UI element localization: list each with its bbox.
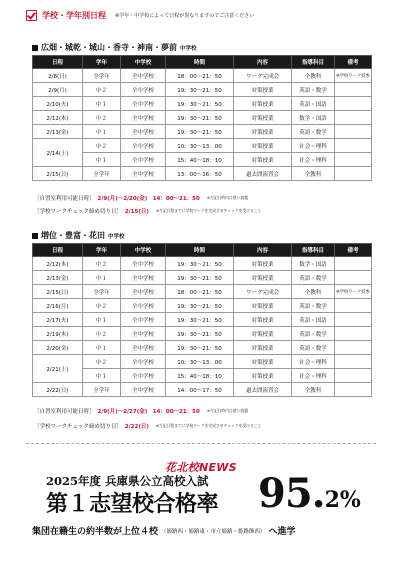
cell-school: 全中学校	[121, 111, 166, 125]
cell-time: 19：30～21：50	[166, 341, 234, 355]
pass-rate	[258, 470, 361, 518]
cell-content: 対策授業	[234, 125, 292, 139]
cell-date: 2/17(火)	[33, 313, 83, 327]
cell-subject: 全教科	[292, 69, 335, 83]
cell-time: 19：30～21：50	[166, 271, 234, 285]
square-marker-icon	[32, 233, 38, 239]
cell-date: 2/9(月)	[33, 83, 83, 97]
cell-grade: 全学年	[83, 69, 121, 83]
table-row	[33, 299, 372, 313]
cell-date: 2/21(土)	[33, 355, 83, 383]
cell-date: 2/13(金)	[33, 271, 83, 285]
cell-grade: 中１	[83, 153, 121, 167]
cell-school: 全中学校	[121, 257, 166, 271]
cell-subject: 英語・数学	[292, 327, 335, 341]
col-header-note: 備考	[335, 56, 372, 69]
cell-content: 対策授業	[234, 97, 292, 111]
col-header-grade: 学年	[83, 244, 121, 257]
table-row	[33, 83, 372, 97]
news-summary-schools: （姫路西・姫路東・市立姫路・姫路飾西）	[161, 528, 266, 535]
news-summary	[32, 524, 377, 537]
cell-grade: 中１	[83, 341, 121, 355]
cell-grade: 中１	[83, 125, 121, 139]
cell-school: 全中学校	[121, 383, 166, 397]
cell-content: 対策授業	[234, 369, 292, 383]
cell-note	[335, 327, 372, 341]
cell-content: 対策授業	[234, 111, 292, 125]
cell-time: 19：30～21：50	[166, 257, 234, 271]
col-header-content: 内容	[234, 56, 292, 69]
cell-content: ワーク完成会	[234, 69, 292, 83]
cell-note	[335, 111, 372, 125]
col-header-school: 中学校	[121, 244, 166, 257]
cell-subject: 全教科	[292, 383, 335, 397]
cell-date: 2/20(金)	[33, 341, 83, 355]
cell-school: 全中学校	[121, 285, 166, 299]
self-study-info-1	[34, 194, 248, 202]
cell-date: 2/14(土)	[33, 139, 83, 167]
table-row	[33, 369, 372, 383]
cell-note	[335, 271, 372, 285]
self-study-info-2	[34, 407, 248, 415]
self-study-label: ［自習室利用可能日時］	[34, 409, 95, 415]
cell-school: 全中学校	[121, 369, 166, 383]
cell-time: 13：00～16：50	[166, 167, 234, 181]
cell-grade: 中１	[83, 97, 121, 111]
col-header-note: 備考	[335, 244, 372, 257]
cell-date: 2/15(日)	[33, 167, 83, 181]
table-row	[33, 341, 372, 355]
cell-grade: 中２	[83, 355, 121, 369]
pass-rate-main: 95.	[258, 470, 325, 517]
news-main-title: 第１志望校合格率	[46, 491, 219, 517]
table-row	[33, 153, 372, 167]
cell-school: 全中学校	[121, 341, 166, 355]
table-row	[33, 313, 372, 327]
heading-note: ※学年・中学校によって日程が異なりますのでご注意ください	[115, 12, 255, 19]
check-icon	[26, 10, 37, 21]
self-study-value: 2/9(月)～2/20(金) 14：00～21：50	[97, 196, 200, 202]
cell-date: 2/12(木)	[33, 111, 83, 125]
cell-time: 18：00～21：50	[166, 69, 234, 83]
section1-schools: 広畑・城乾・城山・香寺・神南・夢前	[41, 43, 177, 52]
cell-content: 対策授業	[234, 313, 292, 327]
cell-note	[335, 83, 372, 97]
workcheck-info-2	[34, 422, 261, 430]
cell-note	[335, 369, 372, 383]
schedule-table-2	[32, 243, 372, 397]
cell-time: 10：30～13：00	[166, 355, 234, 369]
cell-date: 2/16(月)	[33, 299, 83, 313]
table-row	[33, 271, 372, 285]
table-row	[33, 125, 372, 139]
cell-note: ※学校ワーク持参	[335, 285, 372, 299]
cell-note	[335, 167, 372, 181]
cell-note	[335, 299, 372, 313]
cell-note	[335, 341, 372, 355]
cell-time: 19：30～21：50	[166, 125, 234, 139]
cell-time: 19：30～21：50	[166, 111, 234, 125]
cell-grade: 中２	[83, 111, 121, 125]
col-header-subject: 指導科目	[292, 244, 335, 257]
cell-date: 2/12(木)	[33, 257, 83, 271]
cell-note	[335, 125, 372, 139]
cell-subject: 英語・数学	[292, 341, 335, 355]
pass-rate-decimal: 2%	[324, 487, 361, 513]
col-header-date: 日程	[33, 244, 83, 257]
cell-content: 対策授業	[234, 139, 292, 153]
cell-note	[335, 139, 372, 153]
cell-grade: 中１	[83, 271, 121, 285]
cell-school: 全中学校	[121, 355, 166, 369]
self-study-note: ※左記日時内は使い放題	[206, 195, 248, 200]
cell-grade: 中１	[83, 369, 121, 383]
cell-school: 全中学校	[121, 139, 166, 153]
cell-subject: 数学・国語	[292, 257, 335, 271]
cell-subject: 英語・数学	[292, 83, 335, 97]
cell-school: 全中学校	[121, 125, 166, 139]
cell-subject: 英語・国語	[292, 313, 335, 327]
news-label: 花北校NEWS	[165, 461, 237, 474]
cell-subject: 英語・数学	[292, 271, 335, 285]
cell-school: 全中学校	[121, 313, 166, 327]
cell-subject: 社会・理科	[292, 139, 335, 153]
col-header-time: 時間	[166, 244, 234, 257]
section1-title	[32, 42, 197, 53]
table-row	[33, 355, 372, 369]
cell-date: 2/22(日)	[33, 383, 83, 397]
cell-note	[335, 153, 372, 167]
self-study-value: 2/9(月)～2/27(金) 14：00～21：50	[97, 409, 200, 415]
cell-date: 2/19(木)	[33, 327, 83, 341]
table-row	[33, 139, 372, 153]
news-summary-main: 集団在籍生の約半数が上位４校	[32, 527, 159, 537]
cell-content: 対策授業	[234, 355, 292, 369]
schedule-heading	[26, 9, 376, 21]
cell-subject: 全教科	[292, 285, 335, 299]
cell-school: 全中学校	[121, 327, 166, 341]
divider	[26, 443, 376, 444]
cell-grade: 中２	[83, 83, 121, 97]
cell-school: 全中学校	[121, 97, 166, 111]
table-row	[33, 383, 372, 397]
self-study-label: ［自習室利用可能日時］	[34, 196, 95, 202]
cell-subject: 英語・国語	[292, 97, 335, 111]
cell-grade: 中１	[83, 313, 121, 327]
workcheck-label: ［学校ワークチェック締め切り日］	[34, 209, 122, 215]
square-marker-icon	[32, 45, 38, 51]
cell-time: 10：30～13：00	[166, 139, 234, 153]
table-header-row	[33, 244, 372, 257]
cell-time: 19：30～21：50	[166, 313, 234, 327]
cell-time: 14：00～17：50	[166, 383, 234, 397]
self-study-note: ※左記日時内は使い放題	[206, 408, 248, 413]
cell-school: 全中学校	[121, 271, 166, 285]
cell-date: 2/13(金)	[33, 125, 83, 139]
cell-date: 2/15(日)	[33, 285, 83, 299]
cell-grade: 全学年	[83, 383, 121, 397]
cell-subject: 英語・数学	[292, 299, 335, 313]
cell-grade: 中２	[83, 257, 121, 271]
table-row	[33, 69, 372, 83]
cell-content: 対策授業	[234, 153, 292, 167]
cell-date: 2/8(日)	[33, 69, 83, 83]
table-row	[33, 167, 372, 181]
section1-suffix: 中学校	[180, 45, 197, 52]
workcheck-note: ※左記日程までに学校ワークを完成させチェックを受けること	[155, 208, 262, 213]
cell-subject: 英語・数学	[292, 125, 335, 139]
cell-school: 全中学校	[121, 153, 166, 167]
workcheck-value: 2/15(日)	[124, 209, 149, 215]
cell-note	[335, 97, 372, 111]
cell-grade: 中２	[83, 299, 121, 313]
cell-note	[335, 383, 372, 397]
cell-note	[335, 355, 372, 369]
cell-grade: 中２	[83, 139, 121, 153]
section2-title	[32, 230, 125, 241]
col-header-date: 日程	[33, 56, 83, 69]
cell-note: ※学校ワーク持参	[335, 69, 372, 83]
workcheck-label: ［学校ワークチェック締め切り日］	[34, 424, 122, 430]
news-headline: 2025年度 兵庫県公立高校入試	[46, 474, 209, 488]
table-row	[33, 257, 372, 271]
cell-subject: 社会・理科	[292, 153, 335, 167]
cell-time: 19：30～21：50	[166, 327, 234, 341]
section2-suffix: 中学校	[108, 233, 125, 240]
cell-content: 過去問演習会	[234, 167, 292, 181]
cell-grade: 中２	[83, 327, 121, 341]
cell-subject: 社会・理科	[292, 355, 335, 369]
cell-school: 全中学校	[121, 299, 166, 313]
table-row	[33, 111, 372, 125]
cell-content: 対策授業	[234, 299, 292, 313]
table-row	[33, 97, 372, 111]
cell-grade: 全学年	[83, 167, 121, 181]
schedule-table-1	[32, 55, 372, 181]
section2-schools: 増位・豊富・花田	[41, 231, 105, 240]
cell-time: 19：30～21：50	[166, 97, 234, 111]
cell-subject: 全教科	[292, 167, 335, 181]
table-header-row	[33, 56, 372, 69]
cell-content: 対策授業	[234, 271, 292, 285]
cell-note	[335, 313, 372, 327]
table-row	[33, 327, 372, 341]
cell-time: 19：30～21：50	[166, 83, 234, 97]
cell-school: 全中学校	[121, 167, 166, 181]
table-row	[33, 285, 372, 299]
cell-grade: 全学年	[83, 285, 121, 299]
cell-subject: 数学・国語	[292, 111, 335, 125]
col-header-content: 内容	[234, 244, 292, 257]
cell-content: 対策授業	[234, 83, 292, 97]
workcheck-note: ※左記日程までに学校ワークを完成させチェックを受けること	[155, 423, 262, 428]
col-header-subject: 指導科目	[292, 56, 335, 69]
cell-note	[335, 257, 372, 271]
col-header-grade: 学年	[83, 56, 121, 69]
news-summary-tail: へ進学	[268, 527, 296, 537]
cell-content: 過去問演習会	[234, 383, 292, 397]
cell-content: ワーク完成会	[234, 285, 292, 299]
cell-time: 18：00～21：50	[166, 285, 234, 299]
workcheck-value: 2/22(日)	[124, 424, 149, 430]
col-header-school: 中学校	[121, 56, 166, 69]
cell-time: 19：30～21：50	[166, 299, 234, 313]
col-header-time: 時間	[166, 56, 234, 69]
heading-title: 学校・学年別日程	[42, 10, 106, 20]
cell-time: 15：40～18：10	[166, 153, 234, 167]
cell-school: 全中学校	[121, 69, 166, 83]
cell-content: 対策授業	[234, 341, 292, 355]
workcheck-info-1	[34, 207, 261, 215]
cell-date: 2/10(火)	[33, 97, 83, 111]
cell-content: 対策授業	[234, 327, 292, 341]
cell-content: 対策授業	[234, 257, 292, 271]
cell-time: 15：40～18：10	[166, 369, 234, 383]
cell-subject: 社会・理科	[292, 369, 335, 383]
cell-school: 全中学校	[121, 83, 166, 97]
